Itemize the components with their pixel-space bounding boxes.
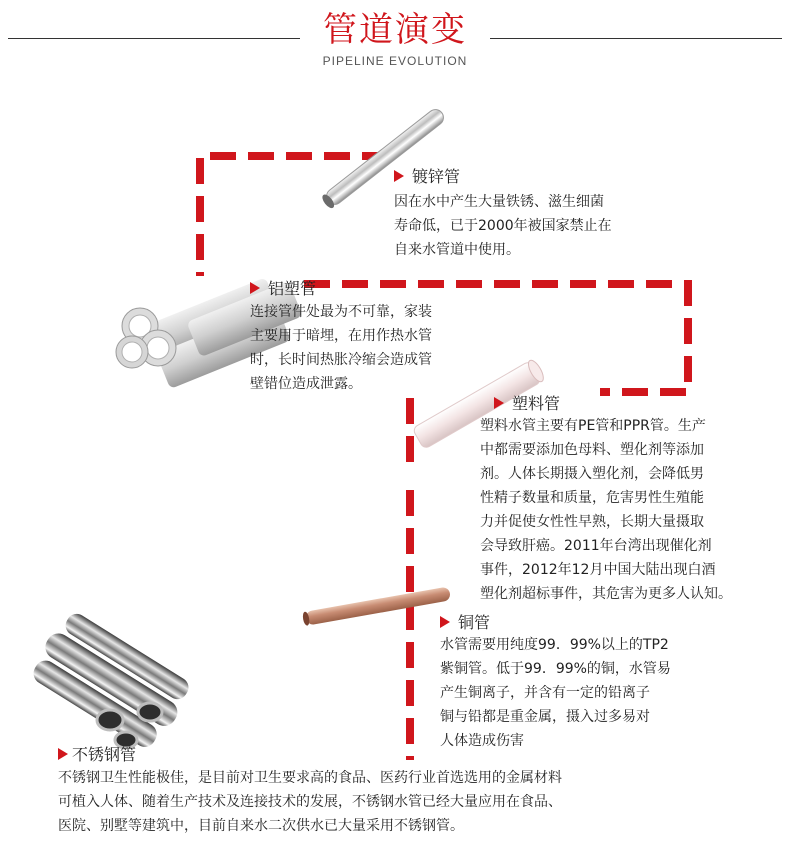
description-line: 时，长时间热胀冷缩会造成管 [250,352,432,368]
description-line: 可植入人体、随着生产技术及连接技术的发展，不锈钢水管已经大量应用在食品、 [58,794,562,810]
galvanized-pipe-description [394,190,612,262]
aluminum-plastic-pipe-description [250,300,432,396]
stainless-steel-pipe-heading [58,742,136,765]
description-line: 寿命低，已于2000年被国家禁止在 [394,218,612,234]
plastic-pipe-heading [494,391,560,414]
description-line: 塑料水管主要有PE管和PPR管。生产 [480,418,706,434]
description-line: 会导致肝癌。2011年台湾出现催化剂 [480,538,712,554]
page-title: 管道演变 [323,10,467,50]
plastic-pipe-description [480,414,732,606]
copper-pipe-heading [440,610,490,633]
section-title: 不锈钢管 [72,745,137,764]
description-line: 中都需要添加色母料、塑化剂等添加 [480,442,704,458]
description-line: 紫铜管。低于99．99%的铜，水管易 [440,661,671,677]
description-line: 性精子数量和质量，危害男性生殖能 [480,490,704,506]
section-title: 塑料管 [512,394,561,413]
description-line: 壁错位造成泄露。 [250,376,362,392]
stainless-steel-pipe-description [58,766,562,838]
description-line: 塑化剂超标事件，其危害为更多人认知。 [480,586,732,602]
copper-pipe-description [440,633,671,753]
description-line: 水管需要用纯度99．99%以上的TP2 [440,637,669,653]
section-title: 镀锌管 [412,167,461,186]
bullet-triangle-icon [58,748,68,760]
aluminum-plastic-pipe-heading [250,276,316,299]
description-line: 人体造成伤害 [440,733,524,749]
stainless-steel-pipe-image [26,607,196,754]
bullet-triangle-icon [250,282,260,294]
description-line: 主要用于暗埋，在用作热水管 [250,328,432,344]
description-line: 自来水管道中使用。 [394,242,520,258]
copper-pipe-image [302,586,451,626]
bullet-triangle-icon [440,616,450,628]
description-line: 铜与铅都是重金属，摄入过多易对 [440,709,650,725]
description-line: 不锈钢卫生性能极佳，是目前对卫生要求高的食品、医药行业首选选用的金属材料 [58,770,562,786]
bullet-triangle-icon [394,170,404,182]
description-line: 医院、别墅等建筑中，目前自来水二次供水已大量采用不锈钢管。 [58,818,464,834]
galvanized-pipe-heading [394,164,460,187]
description-line: 事件，2012年12月中国大陆出现白酒 [480,562,716,578]
description-line: 连接管件处最为不可靠，家装 [250,304,432,320]
description-line: 力并促使女性性早熟，长期大量摄取 [480,514,704,530]
page-subtitle: PIPELINE EVOLUTION [322,54,468,68]
description-line: 产生铜离子，并含有一定的铅离子 [440,685,650,701]
section-title: 铜管 [458,613,491,632]
section-title: 铝塑管 [268,279,317,298]
bullet-triangle-icon [494,397,504,409]
description-line: 因在水中产生大量铁锈、滋生细菌 [394,194,604,210]
description-line: 剂。人体长期摄入塑化剂，会降低男 [480,466,704,482]
